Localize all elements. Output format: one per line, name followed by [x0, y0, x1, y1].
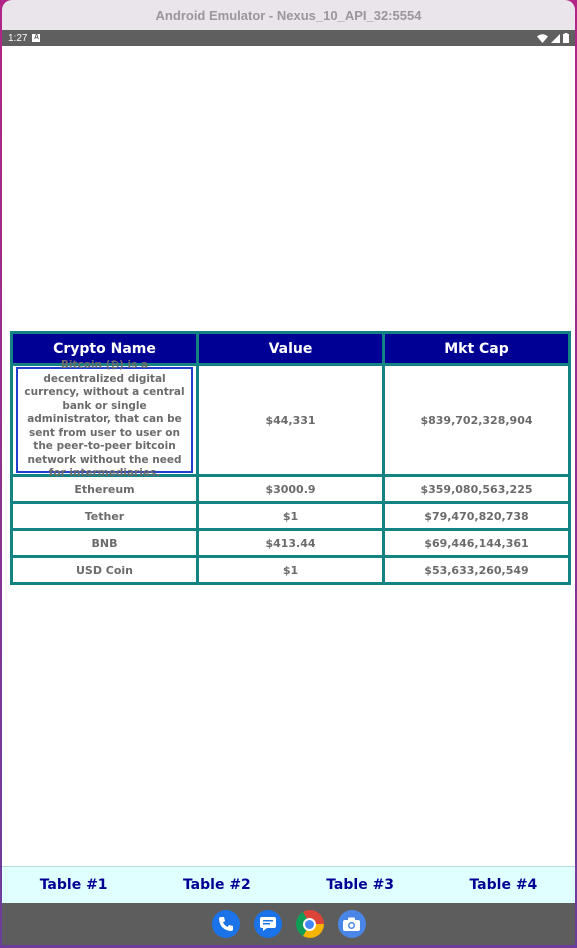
bottom-tab-bar	[2, 866, 575, 903]
status-bar	[2, 30, 575, 46]
signal-icon	[551, 34, 560, 43]
status-time: 1:27	[8, 32, 28, 44]
crypto-table	[10, 331, 571, 585]
phone-icon[interactable]	[212, 910, 240, 938]
crypto-name-cell: Ethereum	[12, 476, 198, 503]
tab-table-4[interactable]: Table #4	[469, 877, 538, 893]
crypto-name-cell[interactable]	[12, 359, 198, 480]
crypto-name-cell: BNB	[12, 530, 198, 557]
camera-icon[interactable]	[338, 910, 366, 938]
value-cell: $1	[198, 503, 384, 530]
table-row[interactable]	[12, 503, 570, 530]
table-row[interactable]	[12, 557, 570, 584]
app-content	[2, 46, 575, 866]
messages-icon[interactable]	[254, 910, 282, 938]
value-cell: $1	[198, 557, 384, 584]
tab-table-1[interactable]: Table #1	[39, 877, 108, 893]
value-cell: $413.44	[198, 530, 384, 557]
window-title: Android Emulator - Nexus_10_API_32:5554	[155, 7, 422, 23]
app-dock	[2, 903, 575, 945]
device-screen	[2, 30, 575, 945]
mkt-cap-cell: $69,446,144,361	[384, 530, 570, 557]
header-mkt-cap: Mkt Cap	[384, 333, 570, 365]
tab-table-2[interactable]: Table #2	[182, 877, 251, 893]
crypto-name-cell: Tether	[12, 503, 198, 530]
table-row[interactable]	[12, 530, 570, 557]
crypto-description-text: Bitcoin (₿) is a decentralized digital currency, without a central bank or single administrator, that can be sent from user to user on the peer-to-peer bitcoin network without the need for intermediaries.	[24, 359, 185, 480]
chrome-icon[interactable]	[296, 910, 324, 938]
mkt-cap-cell: $359,080,563,225	[384, 476, 570, 503]
header-value: Value	[198, 333, 384, 365]
window-titlebar	[2, 0, 575, 30]
wifi-icon	[537, 34, 548, 43]
value-cell: $3000.9	[198, 476, 384, 503]
tab-table-3[interactable]: Table #3	[326, 877, 395, 893]
notification-icon: A	[33, 34, 39, 41]
mkt-cap-cell: $53,633,260,549	[384, 557, 570, 584]
crypto-name-cell: USD Coin	[12, 557, 198, 584]
header-crypto-name: Crypto Name	[12, 333, 198, 365]
mkt-cap-cell: $79,470,820,738	[384, 503, 570, 530]
crypto-description[interactable]	[16, 359, 193, 480]
table-row[interactable]	[12, 365, 570, 476]
value-cell: $44,331	[198, 365, 384, 476]
battery-icon	[563, 33, 569, 43]
mkt-cap-cell: $839,702,328,904	[384, 365, 570, 476]
